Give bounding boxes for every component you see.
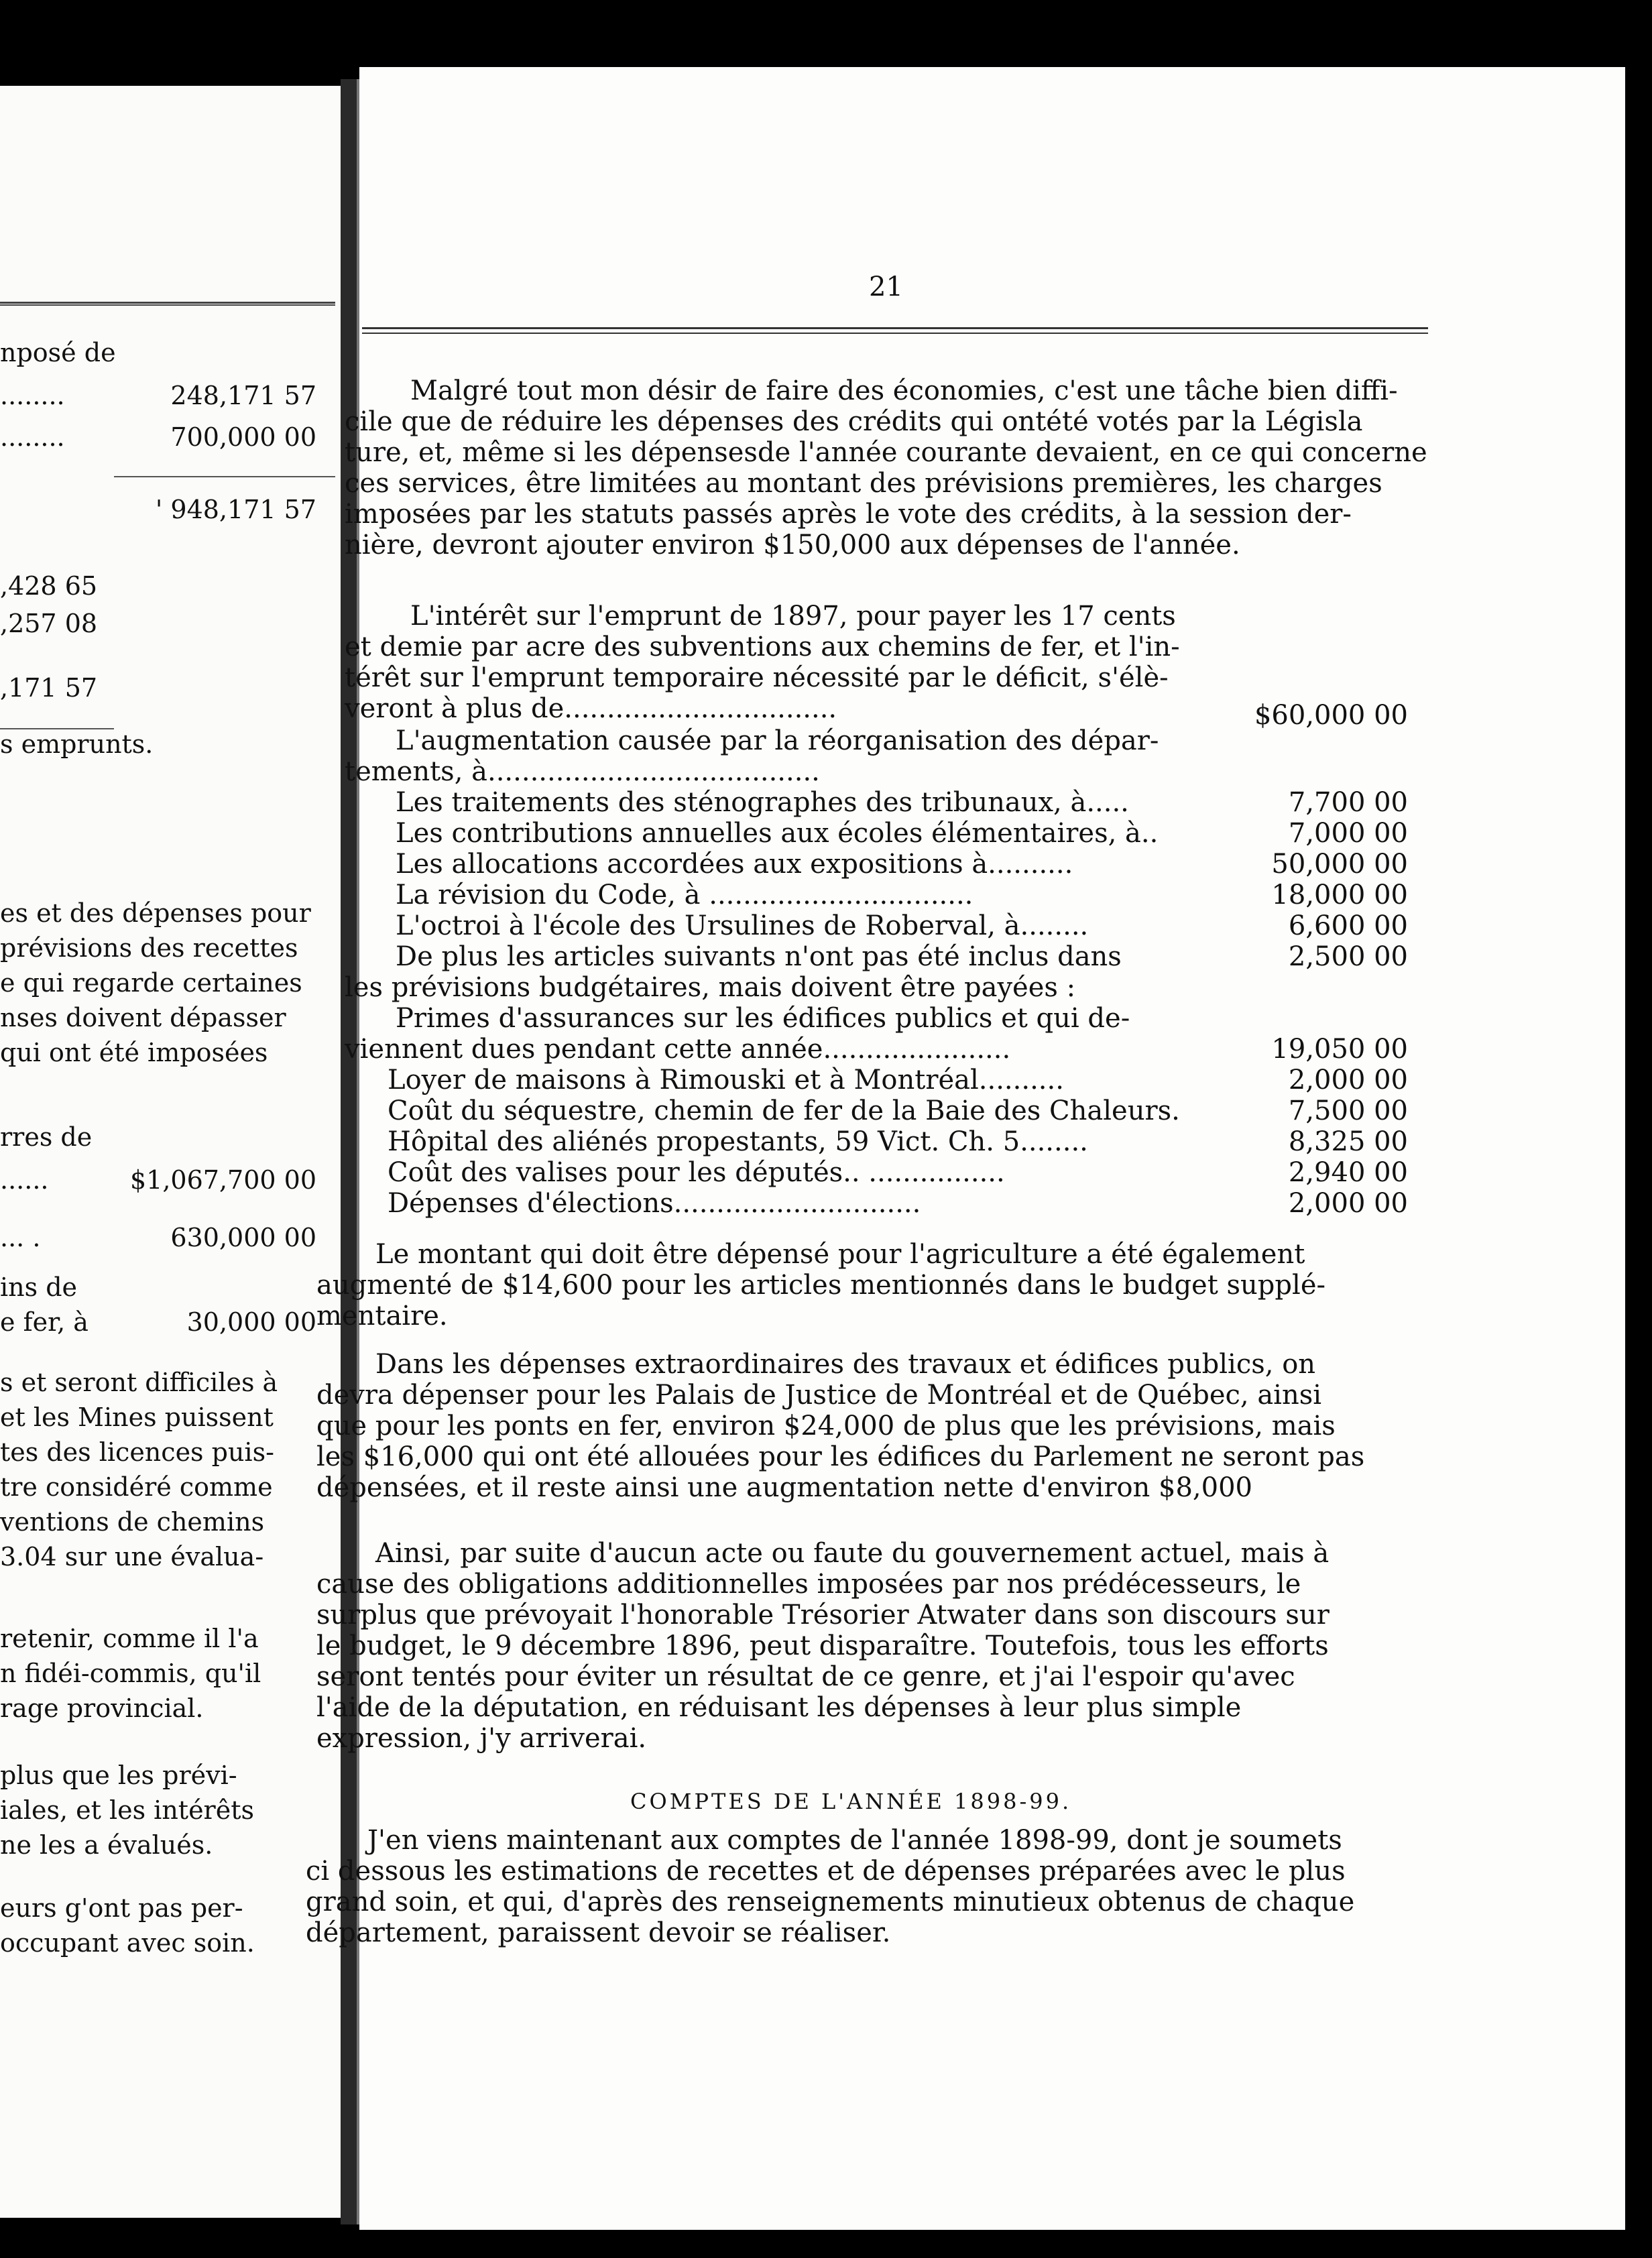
left-page-line: rres de (0, 1122, 93, 1152)
expense-item-label: Les contributions annuelles aux écoles élémentaires, à.. (396, 818, 1159, 849)
expense-item-amount: 19,050 00 (1271, 1034, 1408, 1065)
left-page-line: ,428 65 (0, 571, 98, 601)
expense-item-label: Coût des valises pour les députés.. ................ (388, 1157, 1005, 1188)
rule-divider (0, 304, 335, 306)
text-line: que pour les ponts en fer, environ $24,000 de plus que les prévisions, mais (316, 1411, 1336, 1441)
left-page-line: qui ont été imposées (0, 1038, 268, 1067)
left-page-line: ventions de chemins (0, 1507, 265, 1537)
rule-divider (0, 302, 335, 304)
left-page-amount: $1,067,700 00 (129, 1165, 316, 1195)
text-line: veront à plus de................................ (345, 693, 837, 724)
left-page-amount: 248,171 57 (170, 381, 316, 410)
left-page-line: retenir, comme il l'a (0, 1624, 259, 1653)
expense-item-amount: 8,325 00 (1288, 1126, 1408, 1157)
text-line: ture, et, même si les dépensesde l'année courante devaient, en ce qui concerne (345, 437, 1427, 468)
expense-item-label: les prévisions budgétaires, mais doivent être payées : (345, 972, 1076, 1003)
left-page-line: e qui regarde certaines (0, 968, 302, 998)
left-page-line: plus que les prévi- (0, 1761, 237, 1790)
left-page-line: nses doivent dépasser (0, 1003, 286, 1032)
text-line: et demie par acre des subventions aux chemins de fer, et l'in- (345, 632, 1180, 662)
expense-item-amount: 50,000 00 (1271, 849, 1408, 880)
expense-item-label: Hôpital des aliénés propestants, 59 Vict. Ch. 5........ (388, 1126, 1088, 1157)
expense-item-amount: 6,600 00 (1288, 910, 1408, 941)
text-line: l'aide de la députation, en réduisant les dépenses à leur plus simple (316, 1692, 1242, 1723)
expense-item-label: Dépenses d'élections............................. (388, 1188, 921, 1219)
text-line: Dans les dépenses extraordinaires des travaux et édifices publics, on (375, 1349, 1316, 1380)
text-line: grand soin, et qui, d'après des renseignements minutieux obtenus de chaque (306, 1887, 1355, 1917)
text-line: augmenté de $14,600 pour les articles mentionnés dans le budget supplé- (316, 1270, 1325, 1301)
text-line: nière, devront ajouter environ $150,000 aux dépenses de l'année. (345, 530, 1240, 560)
left-page-line: n fidéi-commis, qu'il (0, 1659, 261, 1688)
left-page-line: iales, et les intérêts (0, 1795, 254, 1825)
section-heading: COMPTES DE L'ANNÉE 1898-99. (630, 1789, 1072, 1814)
expense-item-label: Loyer de maisons à Rimouski et à Montréal.......... (388, 1065, 1064, 1095)
left-page-line: rage provincial. (0, 1694, 204, 1723)
expense-item-label: De plus les articles suivants n'ont pas été inclus dans (396, 941, 1122, 972)
expense-item-amount: 2,000 00 (1288, 1188, 1408, 1219)
expense-item-label: Primes d'assurances sur les édifices publics et qui de- (396, 1003, 1130, 1034)
expense-item-label: tements, à....................................... (345, 756, 820, 787)
text-line: seront tentés pour éviter un résultat de ce genre, et j'ai l'espoir qu'avec (316, 1661, 1295, 1692)
left-page-line: ,257 08 (0, 609, 98, 638)
left-page-line: et les Mines puissent (0, 1403, 274, 1432)
left-page-line: s et seront difficiles à (0, 1368, 278, 1397)
expense-item-label: L'augmentation causée par la réorganisation des dépar- (396, 725, 1159, 756)
text-line: ci dessous les estimations de recettes et de dépenses préparées avec le plus (306, 1856, 1346, 1887)
expense-item-amount: 2,500 00 (1288, 941, 1408, 972)
text-line: L'intérêt sur l'emprunt de 1897, pour payer les 17 cents (410, 601, 1176, 632)
left-page-line: ...... (0, 1165, 49, 1195)
text-line: Le montant qui doit être dépensé pour l'agriculture a été également (375, 1239, 1305, 1270)
text-line: térêt sur l'emprunt temporaire nécessité par le déficit, s'élè- (345, 662, 1169, 693)
expense-item-label: L'octroi à l'école des Ursulines de Roberval, à........ (396, 910, 1089, 941)
left-page-line: ... . (0, 1223, 41, 1252)
text-line: mentaire. (316, 1301, 448, 1331)
text-line: ces services, être limitées au montant des prévisions premières, les charges (345, 468, 1382, 499)
text-line: expression, j'y arriverai. (316, 1723, 647, 1754)
text-line: devra dépenser pour les Palais de Justice de Montréal et de Québec, ainsi (316, 1380, 1322, 1411)
left-page-line: s emprunts. (0, 729, 154, 759)
left-page-line: e fer, à (0, 1307, 88, 1337)
left-page-amount: 30,000 00 (186, 1307, 316, 1337)
text-line: J'en viens maintenant aux comptes de l'année 1898-99, dont je soumets (367, 1825, 1342, 1856)
previous-page-fragment (0, 86, 341, 2218)
left-page-amount: 700,000 00 (170, 422, 316, 452)
left-page-line: tes des licences puis- (0, 1437, 274, 1467)
expense-item-amount: 2,000 00 (1288, 1065, 1408, 1095)
amount-interest: $60,000 00 (1254, 700, 1408, 731)
expense-item-label: viennent dues pendant cette année...................... (345, 1034, 1011, 1065)
text-line: imposées par les statuts passés après le vote des crédits, à la session der- (345, 499, 1352, 530)
left-page-line: 3.04 sur une évalua- (0, 1542, 264, 1571)
left-page-line: tre considéré comme (0, 1472, 273, 1502)
text-line: le budget, le 9 décembre 1896, peut disparaître. Toutefois, tous les efforts (316, 1630, 1329, 1661)
text-line: Ainsi, par suite d'aucun acte ou faute du gouvernement actuel, mais à (375, 1538, 1330, 1569)
text-line: département, paraissent devoir se réaliser. (306, 1917, 891, 1948)
expense-item-label: Les allocations accordées aux expositions à.......... (396, 849, 1073, 880)
expense-item-label: La révision du Code, à ............................... (396, 880, 973, 910)
text-line: cause des obligations additionnelles imposées par nos prédécesseurs, le (316, 1569, 1301, 1600)
left-page-line: es et des dépenses pour (0, 898, 311, 928)
page-number: 21 (869, 272, 903, 302)
header-rule (362, 327, 1428, 329)
expense-item-amount: 18,000 00 (1271, 880, 1408, 910)
text-line: dépensées, et il reste ainsi une augmentation nette d'environ $8,000 (316, 1472, 1252, 1503)
left-page-line: ........ (0, 381, 65, 410)
text-line: cile que de réduire les dépenses des crédits qui ontété votés par la Législa (345, 406, 1363, 437)
left-page-line: occupant avec soin. (0, 1928, 255, 1958)
sum-rule (114, 476, 335, 477)
left-page-amount: ' 948,171 57 (155, 495, 316, 524)
text-line: Malgré tout mon désir de faire des économies, c'est une tâche bien diffi- (410, 375, 1398, 406)
text-line: les $16,000 qui ont été allouées pour les édifices du Parlement ne seront pas (316, 1441, 1365, 1472)
expense-item-amount: 7,000 00 (1288, 818, 1408, 849)
left-page-line: nposé de (0, 338, 116, 367)
expense-item-label: Coût du séquestre, chemin de fer de la Baie des Chaleurs. (388, 1095, 1180, 1126)
left-page-line: prévisions des recettes (0, 933, 298, 963)
expense-item-amount: 7,700 00 (1288, 787, 1408, 818)
expense-item-amount: 7,500 00 (1288, 1095, 1408, 1126)
left-page-line: ins de (0, 1272, 78, 1302)
header-rule (362, 333, 1428, 334)
left-page-line: ........ (0, 422, 65, 452)
left-page-amount: 630,000 00 (170, 1223, 316, 1252)
left-page-line: eurs g'ont pas per- (0, 1893, 243, 1923)
expense-item-amount: 2,940 00 (1288, 1157, 1408, 1188)
left-page-line: ,171 57 (0, 673, 98, 703)
left-page-line: ne les a évalués. (0, 1830, 213, 1860)
expense-item-label: Les traitements des sténographes des tribunaux, à..... (396, 787, 1129, 818)
text-line: surplus que prévoyait l'honorable Trésorier Atwater dans son discours sur (316, 1600, 1330, 1630)
